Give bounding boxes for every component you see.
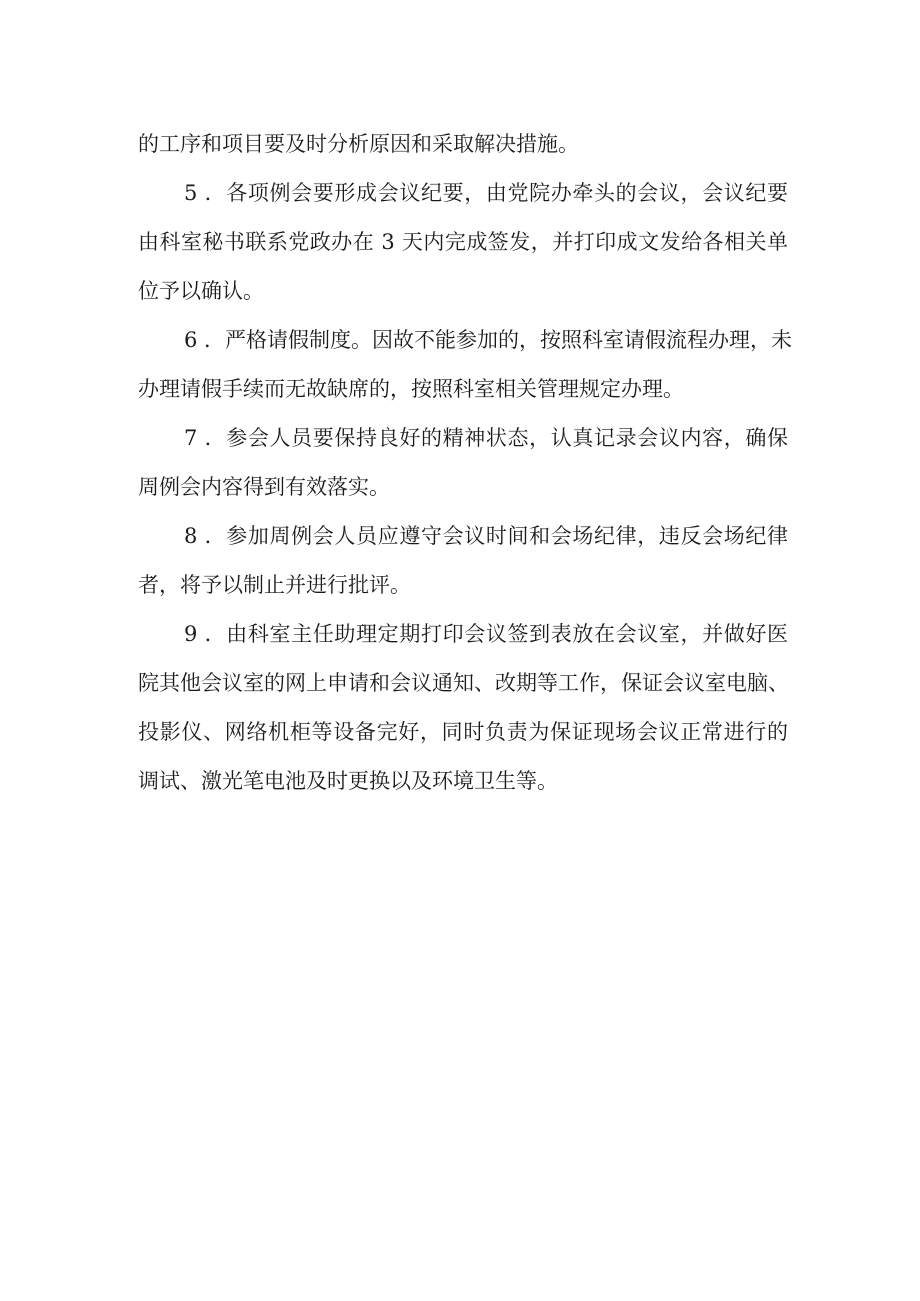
- text-line: 9 ．由科室主任助理定期打印会议签到表放在会议室，并做好医: [184, 622, 788, 646]
- text-line: 7 ．参会人员要保持良好的精神状态，认真记录会议内容，确保: [184, 426, 788, 450]
- document-body: [138, 125, 793, 811]
- paragraph-item-5: [138, 174, 788, 321]
- text-line: 8 ．参加周例会人员应遵守会议时间和会场纪律，违反会场纪律: [184, 524, 788, 548]
- paragraph-item-8: [138, 517, 788, 615]
- text-line: 由科室秘书联系党政办在 3 天内完成签发，并打印成文发给各相关单: [138, 230, 788, 254]
- text-line: 6 ．严格请假制度。因故不能参加的，按照科室请假流程办理，未: [184, 328, 793, 352]
- text-line: 者，将予以制止并进行批评。: [138, 573, 411, 597]
- text-line: 办理请假手续而无故缺席的，按照科室相关管理规定办理。: [138, 377, 684, 401]
- text-line: 院其他会议室的网上申请和会议通知、改期等工作，保证会议室电脑、: [138, 671, 789, 695]
- text-line: 的工序和项目要及时分析原因和采取解决措施。: [138, 132, 579, 156]
- paragraph-item-6: [138, 321, 793, 419]
- paragraph-item-7: [138, 419, 788, 517]
- text-line: 5 ．各项例会要形成会议纪要，由党院办牵头的会议，会议纪要: [184, 181, 788, 205]
- text-line: 位予以确认。: [138, 279, 264, 303]
- text-line: 调试、激光笔电池及时更换以及环境卫生等。: [138, 769, 558, 793]
- text-line: 投影仪、网络机柜等设备完好，同时负责为保证现场会议正常进行的: [138, 720, 788, 744]
- paragraph-item-9: [138, 615, 788, 811]
- text-line: 周例会内容得到有效落实。: [138, 475, 390, 499]
- paragraph-continuation: [138, 125, 788, 174]
